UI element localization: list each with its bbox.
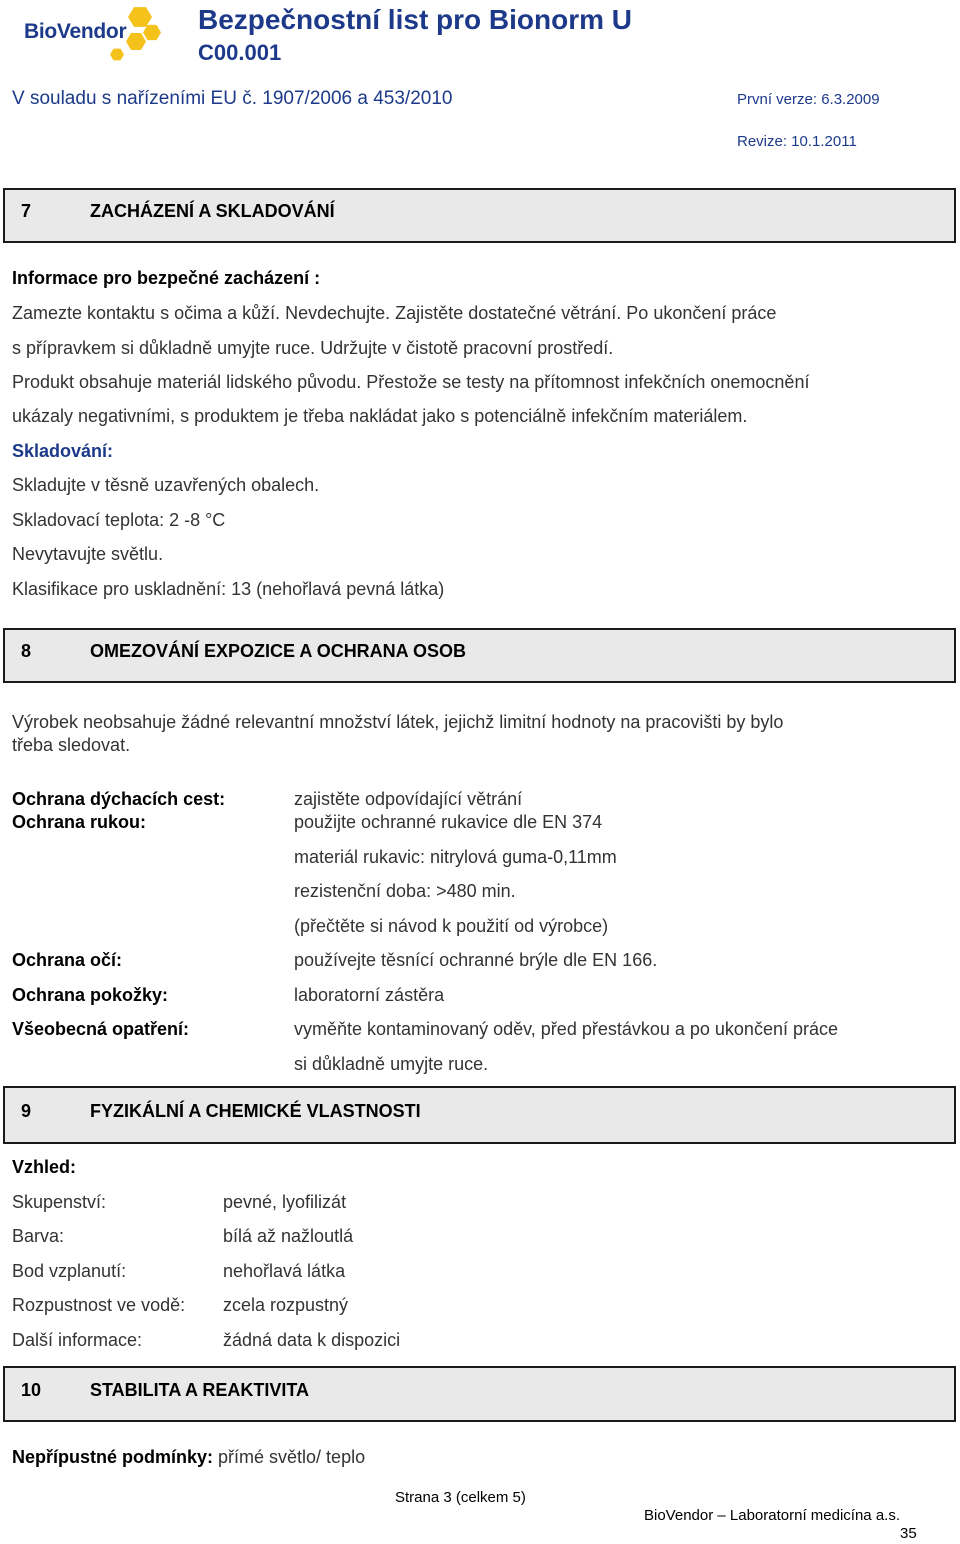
hands-value: rezistenční doba: >480 min. — [294, 881, 516, 901]
section-title: FYZIKÁLNÍ A CHEMICKÉ VLASTNOSTI — [90, 1101, 421, 1121]
property-label: Bod vzplanutí: — [12, 1261, 127, 1281]
exposure-intro: Výrobek neobsahuje žádné relevantní množství látek, jejichž limitní hodnoty na pracovišti by bylo — [12, 712, 784, 732]
property-value: nehořlavá látka — [223, 1261, 346, 1281]
general-value: si důkladně umyjte ruce. — [294, 1054, 489, 1074]
section-number: 10 — [21, 1380, 42, 1400]
hands-label: Ochrana rukou: — [12, 812, 147, 832]
handling-line: Zamezte kontaktu s očima a kůží. Nevdechujte. Zajistěte dostatečné větrání. Po ukončení práce — [12, 303, 777, 323]
hands-value: použijte ochranné rukavice dle EN 374 — [294, 812, 603, 832]
property-label: Barva: — [12, 1226, 65, 1246]
eyes-label: Ochrana očí: — [12, 950, 123, 970]
logo-hex-icon — [110, 48, 124, 61]
hands-value: (přečtěte si návod k použití od výrobce) — [294, 916, 609, 936]
first-version: První verze: 6.3.2009 — [737, 91, 880, 108]
handling-line: s přípravkem si důkladně umyjte ruce. Udržujte v čistotě pracovní prostředí. — [12, 338, 614, 358]
section-8-header — [3, 628, 956, 683]
property-label: Další informace: — [12, 1330, 143, 1350]
conditions-value: přímé světlo/ teplo — [213, 1447, 366, 1467]
skin-value: laboratorní zástěra — [294, 985, 445, 1005]
conditions-label: Nepřípustné podmínky: — [12, 1447, 214, 1467]
property-label: Skupenství: — [12, 1192, 107, 1212]
logo-hex-icon — [126, 32, 146, 51]
page-indicator: Strana 3 (celkem 5) — [395, 1489, 526, 1506]
section-title: ZACHÁZENÍ A SKLADOVÁNÍ — [90, 201, 335, 221]
regulation-text: V souladu s nařízeními EU č. 1907/2006 a 453/2010 — [12, 88, 453, 109]
appearance-heading: Vzhled: — [12, 1157, 77, 1177]
document-code: C00.001 — [198, 40, 282, 65]
section-number: 7 — [21, 201, 32, 221]
respiratory-value: zajistěte odpovídající větrání — [294, 789, 523, 809]
section-10-header — [3, 1366, 956, 1422]
logo-hex-icon — [128, 6, 152, 28]
handling-line: Produkt obsahuje materiál lidského původu. Přestože se testy na přítomnost infekčních onemocnění — [12, 372, 810, 392]
section-number: 8 — [21, 641, 32, 661]
conditions-line — [12, 1447, 365, 1468]
property-label: Rozpustnost ve vodě: — [12, 1295, 186, 1315]
property-value: bílá až nažloutlá — [223, 1226, 354, 1246]
handling-line: ukázaly negativními, s produktem je třeba nakládat jako s potenciálně infekčním materiálem. — [12, 406, 748, 426]
storage-line: Nevytavujte světlu. — [12, 544, 164, 564]
section-title: OMEZOVÁNÍ EXPOZICE A OCHRANA OSOB — [90, 641, 467, 661]
storage-line: Skladujte v těsně uzavřených obalech. — [12, 475, 320, 495]
eyes-value: používejte těsnící ochranné brýle dle EN 166. — [294, 950, 658, 970]
general-label: Všeobecná opatření: — [12, 1019, 190, 1039]
page-number: 35 — [900, 1525, 917, 1542]
storage-heading: Skladování: — [12, 441, 114, 461]
logo-text: BioVendor — [24, 20, 127, 43]
section-number: 9 — [21, 1101, 32, 1121]
footer-company: BioVendor – Laboratorní medicína a.s. — [644, 1507, 900, 1524]
hands-value: materiál rukavic: nitrylová guma-0,11mm — [294, 847, 617, 867]
revision: Revize: 10.1.2011 — [737, 133, 857, 150]
property-value: zcela rozpustný — [223, 1295, 349, 1315]
handling-heading: Informace pro bezpečné zacházení : — [12, 268, 321, 288]
document-title: Bezpečnostní list pro Bionorm U — [198, 4, 633, 35]
general-value: vyměňte kontaminovaný oděv, před přestávkou a po ukončení práce — [294, 1019, 838, 1039]
exposure-intro: třeba sledovat. — [12, 735, 131, 755]
respiratory-label: Ochrana dýchacích cest: — [12, 789, 226, 809]
section-7-header — [3, 188, 956, 243]
property-value: žádná data k dispozici — [223, 1330, 401, 1350]
property-value: pevné, lyofilizát — [223, 1192, 347, 1212]
section-title: STABILITA A REAKTIVITA — [90, 1380, 309, 1400]
storage-line: Skladovací teplota: 2 -8 °C — [12, 510, 226, 530]
section-9-header — [3, 1086, 956, 1144]
storage-line: Klasifikace pro uskladnění: 13 (nehořlavá pevná látka) — [12, 579, 445, 599]
skin-label: Ochrana pokožky: — [12, 985, 169, 1005]
